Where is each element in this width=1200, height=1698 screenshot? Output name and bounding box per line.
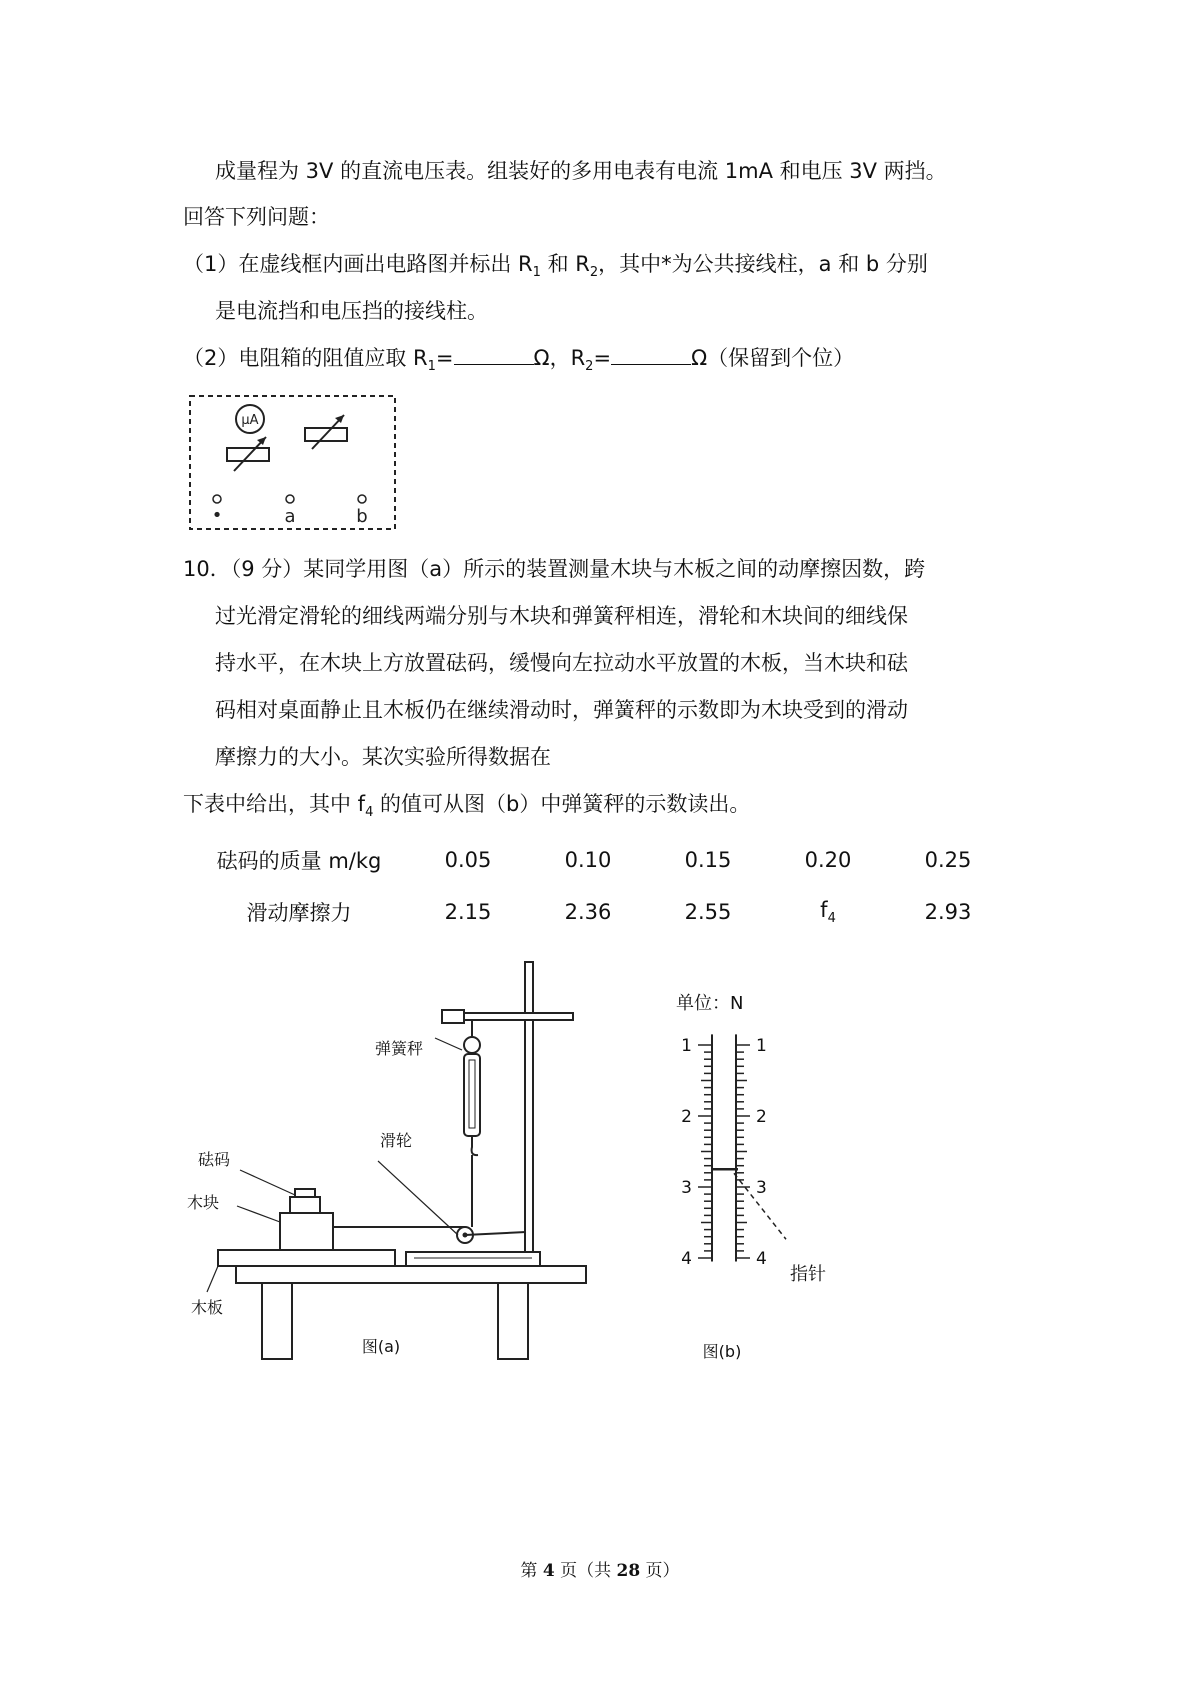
cell: 2.93: [924, 900, 972, 924]
clamp-icon: [442, 1010, 573, 1023]
caption-b: 图(b): [702, 1342, 742, 1361]
terminal-a-label: a: [284, 506, 296, 527]
weight-icon: [290, 1189, 320, 1213]
pointer-group: [712, 1169, 786, 1239]
table-row-friction: [190, 886, 1008, 938]
wooden-block: [280, 1213, 333, 1250]
figure-a: [180, 950, 600, 1370]
page-footer: 第 4 页（共 28 页）: [520, 1561, 680, 1581]
problem-10-line-1: 10．（9 分）某同学用图（a）所示的装置测量木块与木板之间的动摩擦因数，跨: [183, 557, 926, 581]
tick-label-right: 4: [756, 1249, 767, 1269]
cell: 0.25: [924, 848, 972, 872]
resistance-box-1-icon: [227, 437, 269, 471]
cell-f4: $f_4$: [820, 897, 836, 927]
terminal-b-label: b: [356, 506, 368, 527]
caption-a: 图(a): [361, 1337, 401, 1356]
desk-top: [236, 1266, 586, 1283]
stand-base-icon: [406, 1252, 540, 1266]
cell: 2.15: [444, 900, 492, 924]
label-spring-scale: 弹簧秤: [375, 1039, 424, 1058]
microammeter-icon: [236, 405, 264, 433]
pointer-label: 指针: [790, 1264, 826, 1285]
table-row-mass: [190, 834, 1008, 886]
page-number: 4: [542, 1561, 555, 1581]
cell: 0.20: [804, 848, 852, 872]
scale-left: [681, 1034, 712, 1269]
tick-label-right: 3: [756, 1178, 767, 1198]
row-label-mass: 砝码的质量 m/kg: [216, 849, 382, 873]
tick-label-left: 1: [681, 1036, 692, 1056]
data-table: [190, 834, 1008, 938]
text-line-1: 成量程为 3V 的直流电压表。组装好的多用电表有电流 1mA 和电压 3V 两挡。: [215, 159, 947, 183]
tick-label-left: 4: [681, 1249, 692, 1269]
answer-blank-r1[interactable]: [454, 344, 534, 365]
label-board: 木板: [191, 1298, 224, 1317]
tick-label-right: 2: [756, 1107, 767, 1127]
tick-label-left: 2: [681, 1107, 692, 1127]
problem-10-line-4: 码相对桌面静止且木板仍在继续滑动时，弹簧秤的示数即为木块受到的滑动: [215, 698, 908, 722]
tick-label-right: 1: [756, 1036, 767, 1056]
stand-pole: [525, 962, 533, 1252]
figure-b: [670, 985, 860, 1375]
problem-10-line-5: 摩擦力的大小。某次实验所得数据在: [215, 745, 551, 769]
pulley-icon: [457, 1227, 526, 1243]
label-weight: 砝码: [198, 1150, 231, 1169]
cell: 0.15: [684, 848, 732, 872]
wooden-board: [218, 1250, 395, 1266]
terminal-common: [213, 495, 221, 503]
unit-label: 单位：N: [676, 993, 744, 1014]
cell: 0.05: [444, 848, 492, 872]
resistance-box-2-icon: [305, 415, 347, 449]
cell: 2.55: [684, 900, 732, 924]
problem-10-line-6: 下表中给出，其中 $f_4$ 的值可从图（b）中弹簧秤的示数读出。: [183, 792, 751, 821]
spring-scale-icon: [464, 1037, 480, 1155]
circuit-diagram-box: [187, 393, 399, 533]
label-block: 木块: [187, 1193, 220, 1212]
scale-right: [736, 1034, 767, 1269]
terminal-a: [286, 495, 294, 503]
question-1-line-1: （1）在虚线框内画出电路图并标出 $R_1$ 和 $R_2$，其中*为公共接线柱，a 和 b 分别: [183, 252, 928, 281]
question-2-line: （2）电阻箱的阻值应取 $R_1= \Omega$，$R_2= \Omega$（保留到个位）: [183, 346, 855, 375]
terminal-common-label: •: [211, 505, 223, 526]
label-pulley: 滑轮: [380, 1131, 413, 1150]
meter-label: μA: [241, 413, 259, 428]
question-1-line-2: 是电流挡和电压挡的接线柱。: [215, 299, 488, 323]
tick-label-left: 3: [681, 1178, 692, 1198]
text-line-2: 回答下列问题：: [183, 205, 330, 229]
cell: 2.36: [564, 900, 612, 924]
page-total: 28: [616, 1561, 641, 1581]
answer-blank-r2[interactable]: [611, 344, 691, 365]
problem-10-line-3: 持水平，在木块上方放置砝码，缓慢向左拉动水平放置的木板，当木块和砝: [215, 651, 908, 675]
row-label-friction: 滑动摩擦力: [246, 901, 352, 925]
terminal-b: [358, 495, 366, 503]
problem-10-line-2: 过光滑定滑轮的细线两端分别与木块和弹簧秤相连，滑轮和木块间的细线保: [215, 604, 908, 628]
cell: 0.10: [564, 848, 612, 872]
